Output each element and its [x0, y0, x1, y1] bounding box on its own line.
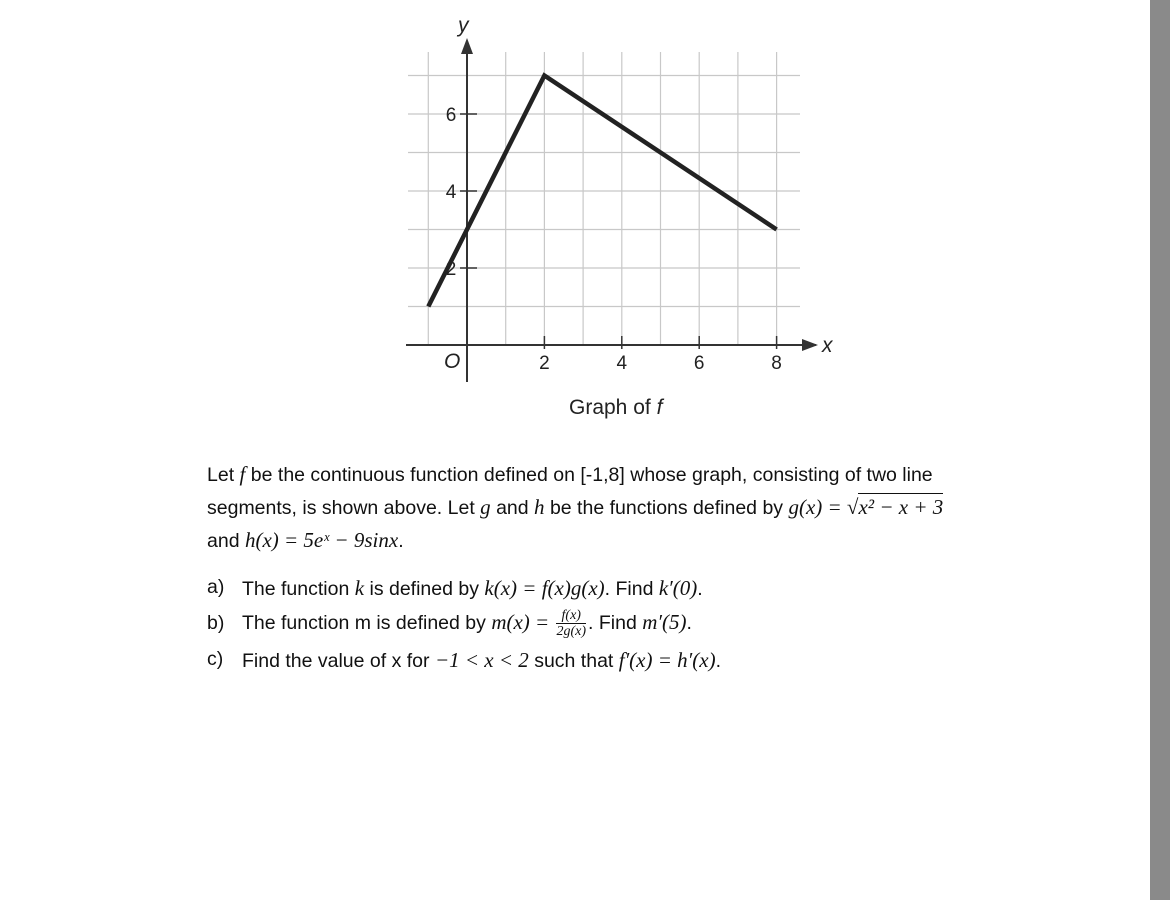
text: .	[686, 612, 692, 635]
part-label: b)	[207, 612, 225, 634]
range-expression: −1 < x < 2	[434, 648, 529, 672]
intro-text: and	[490, 497, 535, 519]
target-expression: m′(5)	[642, 610, 687, 635]
y-tick-label: 6	[445, 105, 457, 126]
text: The function	[242, 578, 355, 600]
math-f: f	[239, 462, 246, 486]
origin-label: O	[444, 350, 461, 373]
ticks	[446, 105, 782, 374]
m-definition: m(x) =	[491, 610, 555, 635]
g-definition: g(x) = √	[788, 495, 859, 519]
part-text	[242, 648, 721, 673]
target-expression: f′(x) = h′(x)	[618, 648, 716, 672]
part-text	[242, 576, 703, 601]
text: is defined by	[364, 578, 485, 600]
question-parts	[207, 574, 1007, 682]
part-b	[207, 610, 1007, 646]
chart-title-var: f	[656, 396, 663, 419]
math-h: h	[534, 495, 545, 519]
part-label: c)	[207, 648, 224, 670]
fraction	[556, 608, 586, 640]
h-definition: h(x) = 5eˣ − 9sinx	[244, 528, 399, 552]
fraction-denominator: 2g(x)	[556, 624, 587, 639]
k-definition: k(x) = f(x)g(x)	[484, 576, 605, 600]
part-a	[207, 574, 1007, 610]
window-edge	[1150, 0, 1170, 900]
target-expression: k′(0)	[658, 576, 698, 600]
chart-title	[569, 396, 662, 420]
x-axis-arrow	[802, 339, 818, 351]
fraction-numerator: f(x)	[556, 608, 586, 624]
intro-text: and	[207, 530, 245, 552]
chart-title-text: Graph of	[569, 396, 651, 419]
y-axis-arrow	[461, 38, 473, 54]
text: .	[697, 578, 703, 600]
intro-text: be the functions defined by	[544, 497, 789, 519]
intro-line-2	[207, 491, 1047, 524]
text: The function m is defined by	[242, 612, 492, 635]
intro-text: .	[398, 530, 404, 552]
x-tick-label: 8	[771, 353, 782, 374]
x-tick-label: 4	[616, 353, 628, 374]
graph-of-f	[0, 0, 860, 400]
x-axis-label: x	[822, 334, 833, 357]
intro-line-1	[207, 458, 1047, 491]
intro-text: be the continuous function defined on [-1,8] whose graph, consisting of two line	[245, 464, 933, 486]
part-c	[207, 646, 1007, 682]
part-label: a)	[207, 576, 225, 598]
y-axis-label: y	[458, 14, 469, 37]
part-text	[242, 608, 692, 640]
text: Find the value of x for	[242, 650, 435, 672]
y-tick-label: 2	[445, 259, 457, 280]
axes	[406, 14, 834, 382]
y-tick-label: 4	[445, 182, 457, 203]
text: . Find	[588, 612, 643, 635]
text: .	[715, 650, 721, 672]
intro-line-3	[207, 524, 1047, 557]
problem-intro	[207, 458, 1047, 557]
g-radicand: x² − x + 3	[858, 495, 944, 519]
math-g: g	[480, 495, 491, 519]
x-tick-label: 2	[539, 353, 550, 374]
math-k: k	[354, 576, 365, 600]
x-tick-label: 6	[693, 353, 705, 374]
text: . Find	[604, 578, 659, 600]
text: such that	[528, 650, 619, 672]
intro-text: segments, is shown above. Let	[207, 497, 481, 519]
intro-text: Let	[207, 464, 240, 486]
